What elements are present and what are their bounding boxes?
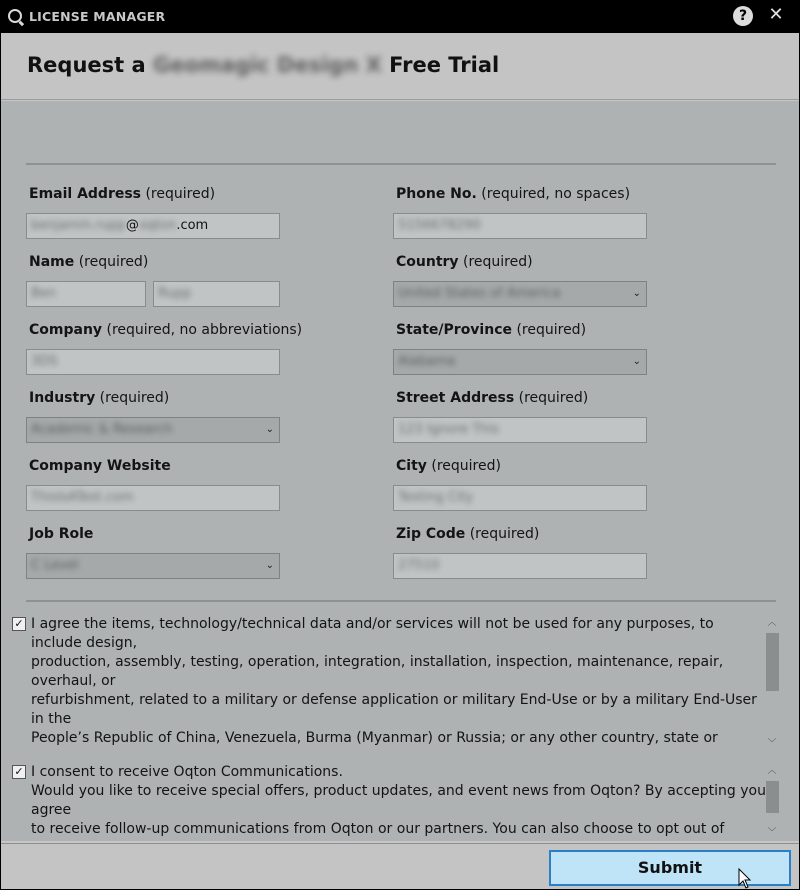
page-title-prefix: Request a bbox=[27, 53, 146, 77]
product-name-redacted: Geomagic Design X bbox=[152, 53, 382, 77]
country-select[interactable]: United States of America ⌄ bbox=[393, 281, 647, 307]
city-label: City (required) bbox=[396, 458, 501, 474]
industry-select[interactable]: Academic & Research ⌄ bbox=[26, 417, 280, 443]
mouse-cursor-icon bbox=[738, 868, 752, 890]
submit-button[interactable]: Submit bbox=[549, 850, 791, 886]
middle-divider bbox=[26, 600, 776, 602]
scroll-up-icon[interactable]: ︿ bbox=[767, 618, 777, 628]
name-label: Name (required) bbox=[29, 254, 149, 270]
export-scrollbar[interactable] bbox=[765, 617, 779, 750]
export-agreement-checkbox[interactable]: ✓ bbox=[12, 617, 26, 631]
page-header bbox=[1, 33, 799, 100]
city-field[interactable]: Testing City bbox=[393, 485, 647, 511]
company-label: Company (required, no abbreviations) bbox=[29, 322, 303, 338]
company-field[interactable]: 3DS bbox=[26, 349, 280, 375]
phone-field[interactable]: 5156678290 bbox=[393, 213, 647, 239]
zip-field[interactable]: 27510 bbox=[393, 553, 647, 579]
email-field[interactable]: benjamin.rupp@oqton.com bbox=[26, 213, 280, 239]
app-title: LICENSE MANAGER bbox=[29, 9, 166, 24]
phone-label: Phone No. (required, no spaces) bbox=[396, 186, 631, 202]
zip-label: Zip Code (required) bbox=[396, 526, 540, 542]
consent-text: I consent to receive Oqton Communications. Would you like to receive special offers, product updates, and event news from Oqton? By accepting you agree to receive follow-up communications from Oqton or our partners. You can also choose to opt out of bbox=[31, 764, 766, 837]
country-label: Country (required) bbox=[396, 254, 533, 270]
top-divider bbox=[26, 163, 776, 165]
form-panel bbox=[1, 101, 799, 841]
email-label: Email Address (required) bbox=[29, 186, 216, 202]
website-field[interactable]: ThisIsATest.com bbox=[26, 485, 280, 511]
chevron-down-icon: ⌄ bbox=[265, 424, 274, 435]
last-name-field[interactable]: Rupp bbox=[153, 281, 280, 307]
state-label: State/Province (required) bbox=[396, 322, 587, 338]
street-field[interactable]: 123 Ignore This bbox=[393, 417, 647, 443]
title-bar bbox=[0, 0, 800, 33]
job-role-select[interactable]: C Level ⌄ bbox=[26, 553, 280, 579]
footer bbox=[1, 843, 799, 889]
chevron-down-icon: ⌄ bbox=[265, 560, 274, 571]
page-title bbox=[27, 53, 499, 77]
scroll-down-icon[interactable]: ﹀ bbox=[767, 739, 777, 749]
industry-label: Industry (required) bbox=[29, 390, 170, 406]
first-name-field[interactable]: Ben bbox=[26, 281, 146, 307]
chevron-down-icon: ⌄ bbox=[632, 288, 641, 299]
street-label: Street Address (required) bbox=[396, 390, 589, 406]
help-button[interactable]: ? bbox=[733, 6, 753, 26]
export-agreement-text: I agree the items, technology/technical data and/or services will not be used for any purposes, to include design, production, assembly, testing, operation, integration, installation, inspection, maintenance, repair, overhaul, or refurbishment, related to a military or defense application or military End-Use or by a military End-User in the People’s Republic of China, Venezuela, Burma (Myanmar) or Russia; or any other country, state or bbox=[31, 616, 757, 746]
scroll-thumb[interactable] bbox=[766, 633, 779, 691]
consent-scrollbar[interactable] bbox=[765, 765, 779, 839]
state-select[interactable]: Alabama ⌄ bbox=[393, 349, 647, 375]
website-label: Company Website bbox=[29, 458, 171, 474]
license-manager-window bbox=[1, 33, 799, 889]
app-logo-icon bbox=[8, 9, 22, 23]
page-title-suffix: Free Trial bbox=[389, 53, 500, 77]
scroll-down-icon[interactable]: ﹀ bbox=[767, 828, 777, 838]
close-button[interactable]: ✕ bbox=[768, 4, 784, 25]
job-role-label: Job Role bbox=[29, 526, 94, 542]
chevron-down-icon: ⌄ bbox=[632, 356, 641, 367]
scroll-thumb[interactable] bbox=[766, 781, 779, 813]
consent-checkbox[interactable]: ✓ bbox=[12, 765, 26, 779]
scroll-up-icon[interactable]: ︿ bbox=[767, 766, 777, 776]
